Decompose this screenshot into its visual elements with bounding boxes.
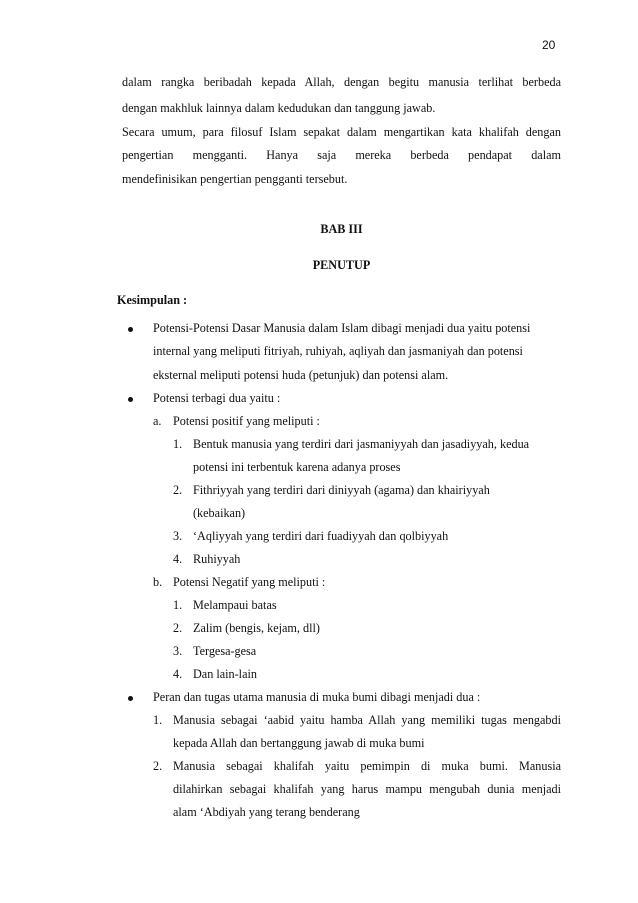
bullet2-text: Potensi terbagi dua yaitu : (153, 391, 281, 405)
list-number: 1. (153, 713, 163, 727)
positive-item-1-line-1: Bentuk manusia yang terdiri dari jasmaniyyah dan jasadiyyah, kedua (193, 437, 530, 451)
negative-item-1: Melampaui batas (193, 598, 277, 612)
positive-item-2-line-1: Fithriyyah yang terdiri dari diniyyah (agama) dan khairiyyah (193, 483, 490, 497)
intro-line-5: mendefinisikan pengertian pengganti tersebut. (122, 172, 348, 186)
chapter-number: BAB III (320, 222, 363, 236)
negative-item-4: Dan lain-lain (193, 667, 257, 681)
bullet-marker (128, 327, 133, 332)
bullet-marker (128, 696, 133, 701)
list-number: 2. (173, 621, 183, 635)
intro-line-1: dalam rangka beribadah kepada Allah, dengan begitu manusia terlihat berbeda (122, 75, 561, 89)
negative-potential-heading: Potensi Negatif yang meliputi : (173, 575, 326, 589)
role-item-1-line-1: Manusia sebagai ‘aabid yaitu hamba Allah yang memiliki tugas mengabdi (173, 713, 561, 727)
role-item-1-line-2: kepada Allah dan bertanggung jawab di muka bumi (173, 736, 425, 750)
list-number: 2. (153, 759, 163, 773)
intro-line-4: pengertian mengganti. Hanya saja mereka berbeda pendapat dalam (122, 148, 561, 162)
role-item-2-line-2: dilahirkan sebagai khalifah yang harus mampu mengubah dunia menjadi (173, 782, 561, 796)
list-marker-b: b. (153, 575, 163, 589)
list-number: 3. (173, 644, 183, 658)
positive-potential-heading: Potensi positif yang meliputi : (173, 414, 320, 428)
positive-item-4: Ruhiyyah (193, 552, 241, 566)
bullet-marker (128, 397, 133, 402)
list-number: 1. (173, 598, 183, 612)
negative-item-2: Zalim (bengis, kejam, dll) (193, 621, 320, 635)
list-number: 2. (173, 483, 183, 497)
list-number: 4. (173, 552, 183, 566)
intro-line-3: Secara umum, para filosuf Islam sepakat dalam mengartikan kata khalifah dengan (122, 125, 561, 139)
bullet3-text: Peran dan tugas utama manusia di muka bumi dibagi menjadi dua : (153, 690, 481, 704)
bullet1-line-3: eksternal meliputi potensi huda (petunjuk) dan potensi alam. (153, 368, 449, 382)
role-item-2-line-3: alam ‘Abdiyah yang terang benderang (173, 805, 360, 819)
role-item-2-line-1: Manusia sebagai khalifah yaitu pemimpin di muka bumi. Manusia (173, 759, 561, 773)
intro-line-2: dengan makhluk lainnya dalam kedudukan dan tanggung jawab. (122, 101, 436, 115)
conclusion-heading: Kesimpulan : (117, 293, 188, 307)
list-number: 4. (173, 667, 183, 681)
negative-item-3: Tergesa-gesa (193, 644, 257, 658)
chapter-title: PENUTUP (312, 258, 371, 272)
positive-item-2-line-2: (kebaikan) (193, 506, 246, 520)
list-number: 1. (173, 437, 183, 451)
page-number: 20 (542, 38, 556, 52)
list-marker-a: a. (153, 414, 162, 428)
positive-item-1-line-2: potensi ini terbentuk karena adanya proses (193, 460, 401, 474)
list-number: 3. (173, 529, 183, 543)
bullet1-line-1: Potensi-Potensi Dasar Manusia dalam Islam dibagi menjadi dua yaitu potensi (153, 321, 531, 335)
bullet1-line-2: internal yang meliputi fitriyah, ruhiyah, aqliyah dan jasmaniyah dan potensi (153, 344, 523, 358)
positive-item-3: ‘Aqliyyah yang terdiri dari fuadiyyah dan qolbiyyah (193, 529, 449, 543)
